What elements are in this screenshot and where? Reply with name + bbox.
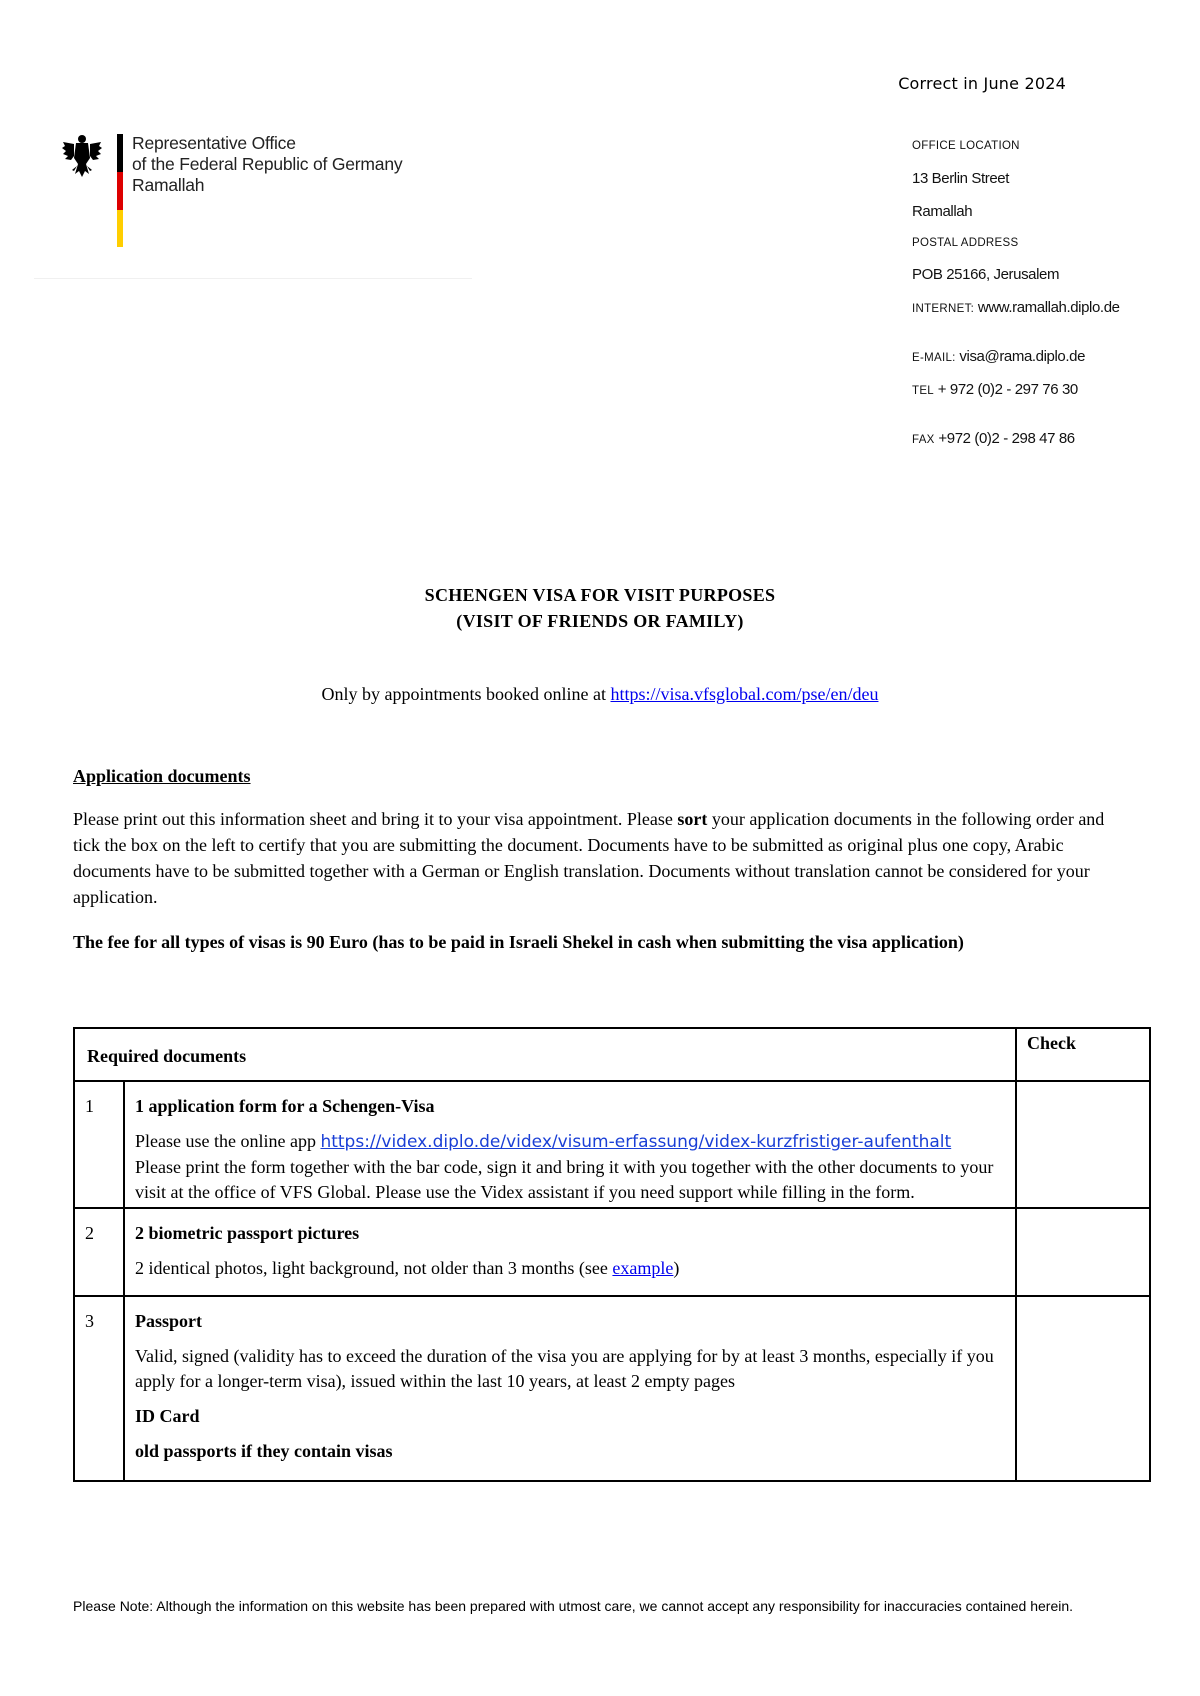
table-header-row xyxy=(74,1028,1150,1081)
photo-example-link[interactable]: example xyxy=(612,1258,674,1278)
check-box-cell[interactable] xyxy=(1016,1081,1150,1208)
item-text: Please use the online app xyxy=(135,1131,321,1151)
item-text: 2 identical photos, light background, not older than 3 months (see xyxy=(135,1258,613,1278)
item-text: ) xyxy=(673,1258,680,1278)
fax-label: FAX xyxy=(912,434,935,446)
header-required-documents: Required documents xyxy=(74,1028,1016,1081)
org-line: Ramallah xyxy=(132,175,205,195)
videx-link[interactable]: https://videx.diplo.de/videx/visum-erfassung/videx-kurzfristiger-aufenthalt xyxy=(320,1132,952,1152)
org-line: Representative Office xyxy=(132,133,296,153)
row-content xyxy=(124,1208,1016,1296)
office-address-line: Ramallah xyxy=(912,203,973,220)
german-flag-bar xyxy=(117,134,123,247)
postal-address-label: POSTAL ADDRESS xyxy=(912,237,1019,249)
title-line-1: SCHENGEN VISA FOR VISIT PURPOSES xyxy=(424,585,776,605)
office-location-label: OFFICE LOCATION xyxy=(912,140,1020,152)
intro-paragraph xyxy=(73,806,1133,910)
item-title: 1 application form for a Schengen-Visa xyxy=(135,1096,435,1116)
intro-emphasis: sort xyxy=(677,809,708,829)
table-row xyxy=(74,1081,1150,1208)
appointment-line xyxy=(0,684,1200,705)
tel-value: + 972 (0)2 - 297 76 30 xyxy=(937,381,1078,398)
item-text: Valid, signed (validity has to exceed the duration of the visa you are applying for by at least 3 months, especially if you apply for a longer-term visa), issued within the last 10 years, at least 2 empty pages xyxy=(135,1346,994,1391)
table-row xyxy=(74,1296,1150,1481)
org-line: of the Federal Republic of Germany xyxy=(132,154,403,174)
email-label: E-MAIL: xyxy=(912,352,956,364)
disclaimer-note: Please Note: Although the information on this website has been prepared with utmost care, we cannot accept any responsibility for inaccuracies contained herein. xyxy=(73,1598,1074,1614)
item-title: Passport xyxy=(135,1311,202,1331)
check-box-cell[interactable] xyxy=(1016,1208,1150,1296)
email-row xyxy=(912,348,1085,365)
header-check: Check xyxy=(1016,1028,1150,1081)
item-text: Please print the form together with the bar code, sign it and bring it with you together with the other documents to your visit at the office of VFS Global. Please use the Videx assistant if you need support while filling in the form. xyxy=(135,1157,994,1202)
fax-row xyxy=(912,430,1075,447)
item-subtitle: ID Card xyxy=(135,1406,200,1426)
organization-name xyxy=(132,133,402,196)
row-number: 2 xyxy=(74,1208,124,1296)
internet-label: INTERNET: xyxy=(912,303,975,315)
federal-eagle-icon xyxy=(62,134,102,178)
item-title: 2 biometric passport pictures xyxy=(135,1223,360,1243)
fax-value: +972 (0)2 - 298 47 86 xyxy=(938,430,1075,447)
correct-date-label: Correct in June 2024 xyxy=(898,74,1066,93)
check-box-cell[interactable] xyxy=(1016,1296,1150,1481)
item-description xyxy=(135,1256,1005,1281)
row-number: 3 xyxy=(74,1296,124,1481)
page-title xyxy=(0,582,1200,634)
tel-label: TEL xyxy=(912,385,934,397)
title-line-2: (VISIT OF FRIENDS OR FAMILY) xyxy=(456,611,744,631)
item-subtitle: old passports if they contain visas xyxy=(135,1441,393,1461)
internet-row xyxy=(912,299,1120,316)
intro-text: Please print out this information sheet and bring it to your visa appointment. Please xyxy=(73,809,678,829)
row-number: 1 xyxy=(74,1081,124,1208)
internet-link[interactable]: www.ramallah.diplo.de xyxy=(977,299,1120,316)
table-row xyxy=(74,1208,1150,1296)
office-address-line: 13 Berlin Street xyxy=(912,170,1009,187)
fee-notice: The fee for all types of visas is 90 Euro (has to be paid in Israeli Shekel in cash when submitting the visa application) xyxy=(73,932,964,952)
item-description xyxy=(135,1129,1005,1155)
required-documents-table xyxy=(73,1027,1151,1482)
row-content xyxy=(124,1081,1016,1208)
email-link[interactable]: visa@rama.diplo.de xyxy=(959,348,1086,365)
row-content xyxy=(124,1296,1016,1481)
tel-row xyxy=(912,381,1078,398)
vfs-appointment-link[interactable]: https://visa.vfsglobal.com/pse/en/deu xyxy=(610,684,879,704)
application-documents-heading: Application documents xyxy=(73,766,251,786)
logo-divider xyxy=(34,278,472,279)
postal-address: POB 25166, Jerusalem xyxy=(912,266,1060,283)
intro-text: your application documents in the following order and tick the box on the left to certify that you are submitting the document. Documents have to be submitted as original plus one copy, Arabic documents have to be submitted together with a German or English translation. Documents without translation cannot be considered for your application. xyxy=(73,809,1105,907)
appointment-text: Only by appointments booked online at xyxy=(321,684,611,704)
